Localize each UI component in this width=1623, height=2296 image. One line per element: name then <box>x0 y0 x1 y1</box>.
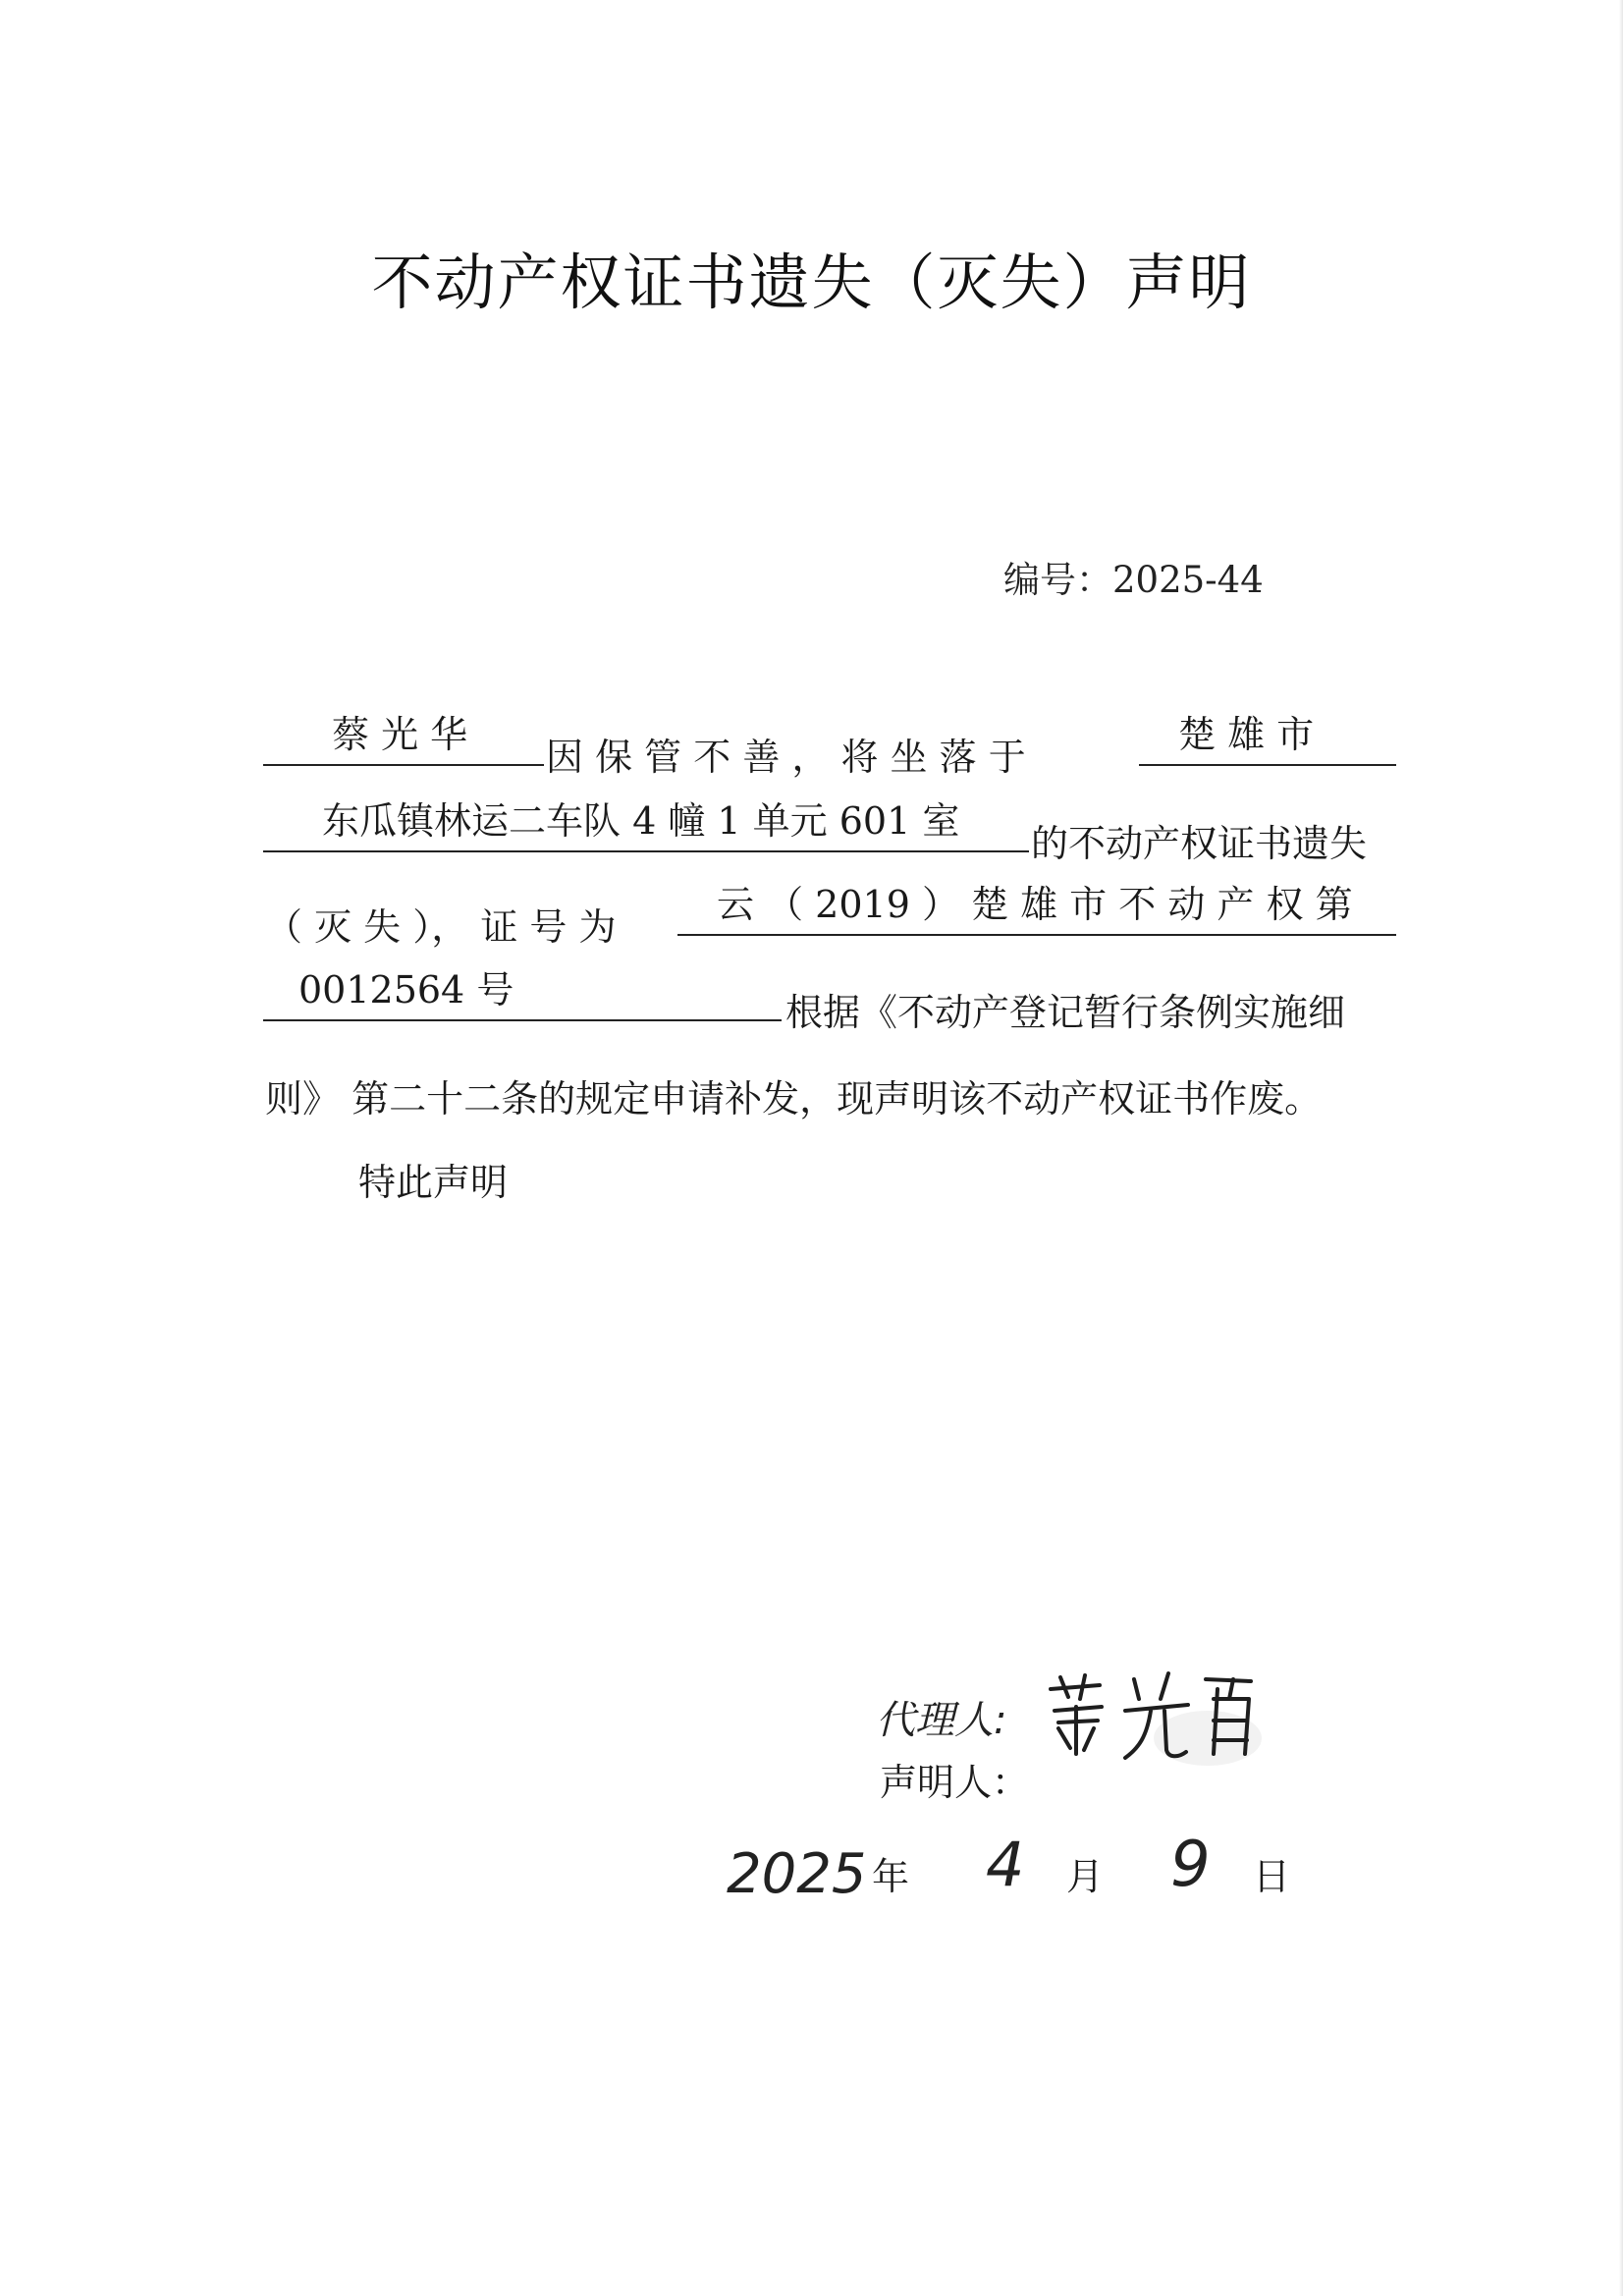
agent-label: 代理人: <box>876 1698 1007 1743</box>
certificate-prefix-field <box>677 883 1396 936</box>
closing-statement: 特此声明 <box>358 1161 509 1204</box>
signature-graphic <box>1041 1660 1276 1777</box>
owner-name: 蔡 光 华 <box>332 713 468 756</box>
city-field <box>1139 713 1396 766</box>
month-label: 月 <box>1066 1855 1105 1898</box>
statement-text-4: 根据《不动产登记暂行条例实施细 <box>785 991 1346 1034</box>
date-year: 2025 <box>727 1842 867 1906</box>
certificate-number-field <box>263 968 782 1021</box>
owner-name-field <box>263 713 544 766</box>
handwritten-signature <box>1041 1660 1276 1781</box>
address-field <box>263 799 1029 852</box>
certificate-prefix: 云 （ 2019 ） 楚 雄 市 不 动 产 权 第 <box>717 883 1353 926</box>
document-number: 编号：2025-44 <box>1003 559 1264 601</box>
day-label: 日 <box>1253 1855 1291 1898</box>
date-month: 4 <box>986 1829 1025 1900</box>
statement-text-2: 的不动产权证书遗失 <box>1031 822 1368 865</box>
city-name: 楚 雄 市 <box>1178 713 1315 756</box>
scan-edge-shadow <box>1619 0 1623 2296</box>
date-day: 9 <box>1170 1829 1211 1901</box>
statement-text-5: 则》 第二十二条的规定申请补发，现声明该不动产权证书作废。 <box>265 1077 1323 1121</box>
statement-text-3: （ 灭 失 ）， 证 号 为 <box>265 905 617 949</box>
declarant-label: 声明人： <box>880 1761 1030 1804</box>
page-title: 不动产权证书遗失（灭失）声明 <box>371 246 1252 318</box>
year-label: 年 <box>872 1855 910 1898</box>
statement-text-1: 因 保 管 不 善 ， 将 坐 落 于 <box>546 736 1026 779</box>
certificate-number: 0012564 号 <box>298 968 514 1011</box>
property-address: 东瓜镇林运二车队 4 幢 1 单元 601 室 <box>322 799 960 843</box>
